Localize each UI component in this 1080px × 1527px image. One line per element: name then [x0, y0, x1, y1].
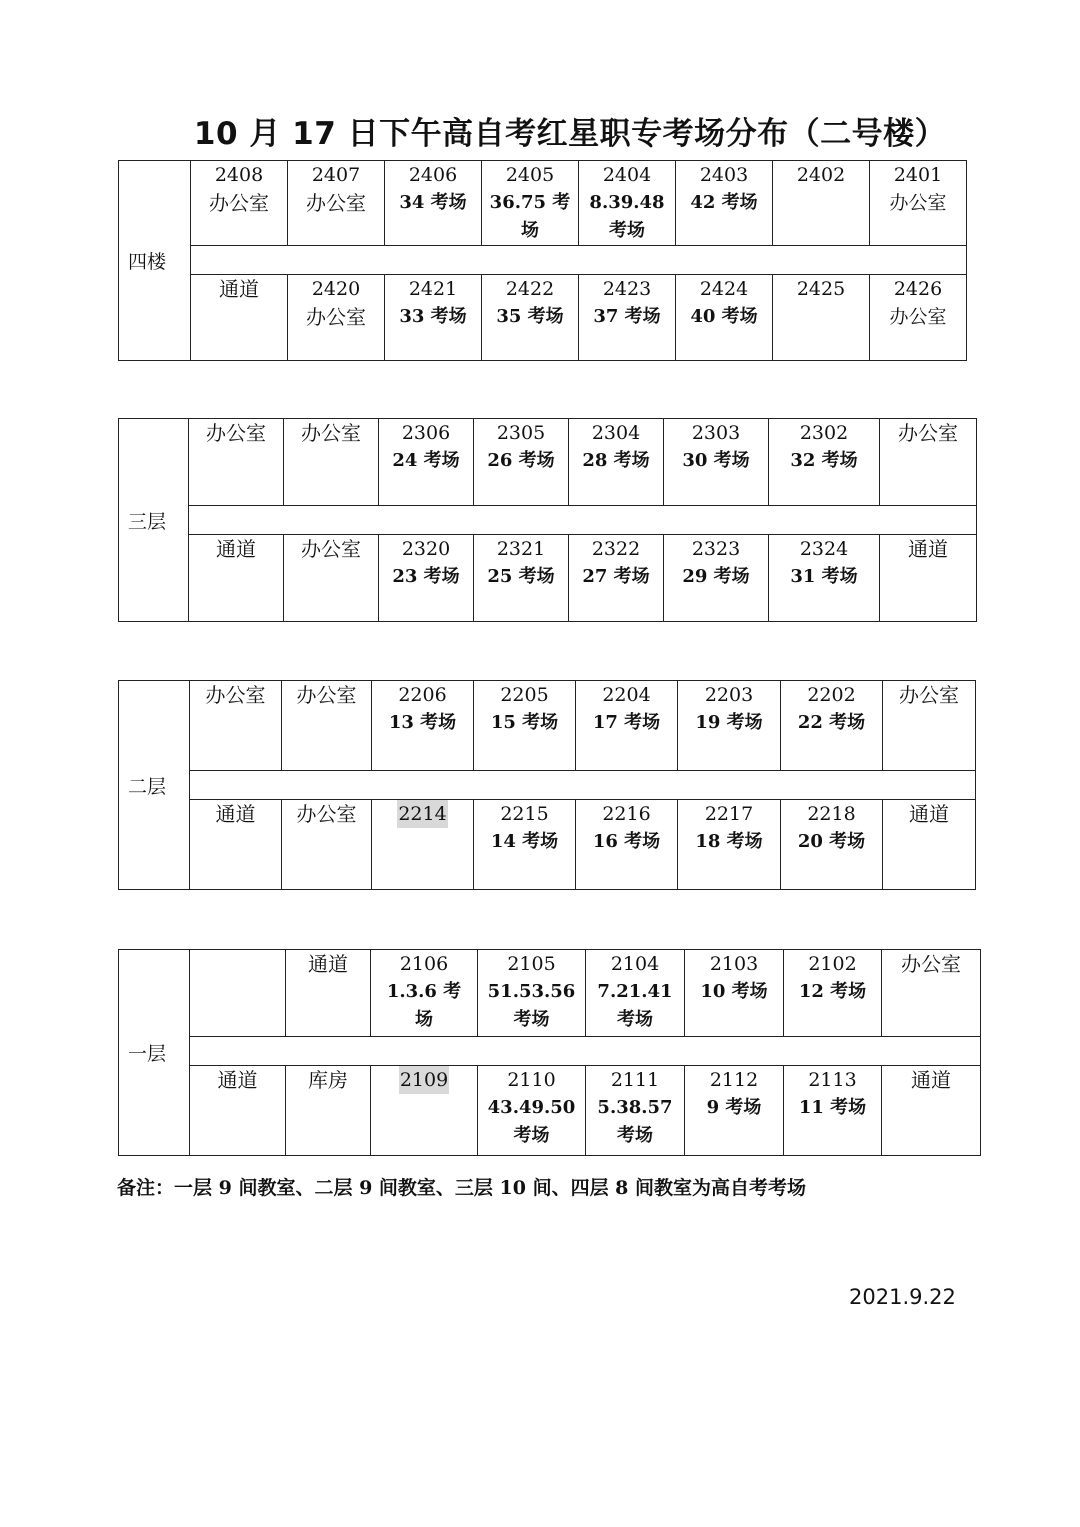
floor-label: 一层 — [119, 950, 190, 1156]
floor-3-table — [118, 418, 977, 622]
room-cell — [664, 419, 769, 506]
room-cell — [579, 161, 676, 246]
room-cell — [781, 681, 883, 771]
exam-room-label: 25 考场 — [487, 566, 555, 587]
room-number: 2202 — [807, 684, 856, 706]
exam-room-label: 考场 — [609, 220, 645, 241]
room-number: 2323 — [691, 538, 741, 560]
room-cell — [576, 681, 678, 771]
room-number: 2203 — [704, 684, 754, 706]
exam-room-label: 20 考场 — [797, 831, 866, 852]
corridor — [190, 771, 976, 800]
room-number: 2110 — [507, 1069, 556, 1091]
room-number: 2104 — [610, 953, 660, 975]
room-cell — [474, 535, 569, 622]
floor-label: 四楼 — [119, 161, 191, 361]
exam-room-label: 5.38.57 — [597, 1097, 673, 1118]
exam-room-label: 32 考场 — [790, 450, 858, 471]
exam-room-label: 考场 — [617, 1125, 653, 1146]
exam-room-label: 36.75 考 — [489, 192, 571, 213]
exam-room-label: 11 考场 — [798, 1097, 867, 1118]
room-cell — [190, 681, 282, 771]
room-label: 通道 — [219, 277, 259, 301]
room-number: 2206 — [398, 684, 447, 706]
room-number: 2111 — [610, 1069, 660, 1091]
room-cell — [474, 800, 576, 890]
room-cell — [678, 681, 781, 771]
room-cell — [781, 800, 883, 890]
room-cell — [773, 161, 870, 246]
room-number: 2423 — [602, 278, 652, 300]
room-number: 2205 — [500, 684, 549, 706]
exam-room-label: 15 考场 — [490, 712, 559, 733]
room-cell — [478, 1066, 586, 1156]
room-cell — [372, 681, 474, 771]
room-cell — [882, 950, 981, 1037]
room-number: 2106 — [399, 953, 449, 975]
room-cell — [372, 800, 474, 890]
room-number: 2306 — [401, 422, 451, 444]
room-cell — [769, 419, 880, 506]
exam-room-label: 42 考场 — [690, 192, 758, 213]
room-number: 2109 — [399, 1066, 449, 1094]
room-label: 办公室 — [296, 802, 357, 826]
room-label: 通道 — [308, 952, 348, 976]
exam-room-label: 19 考场 — [695, 712, 763, 733]
room-number: 2214 — [397, 800, 447, 828]
exam-room-label: 24 考场 — [392, 450, 460, 471]
exam-room-label: 26 考场 — [487, 450, 555, 471]
exam-room-label: 7.21.41 — [597, 981, 673, 1002]
room-number: 2406 — [408, 164, 458, 186]
room-label: 办公室 — [306, 191, 366, 215]
room-number: 2408 — [214, 164, 264, 186]
room-cell — [474, 419, 569, 506]
room-number: 2217 — [704, 803, 754, 825]
room-number: 2218 — [807, 803, 856, 825]
room-cell — [371, 950, 478, 1037]
room-label: 办公室 — [206, 421, 266, 445]
room-cell — [282, 800, 372, 890]
exam-room-label: 30 考场 — [682, 450, 750, 471]
room-number: 2324 — [799, 538, 849, 560]
room-cell — [482, 161, 579, 246]
room-cell — [676, 275, 773, 361]
room-cell — [190, 950, 286, 1037]
room-number: 2204 — [602, 684, 651, 706]
room-number: 2421 — [408, 278, 458, 300]
room-cell — [191, 161, 288, 246]
room-cell — [678, 800, 781, 890]
room-label: 办公室 — [901, 952, 961, 976]
room-cell — [883, 681, 976, 771]
room-cell — [190, 1066, 286, 1156]
room-number: 2216 — [602, 803, 651, 825]
exam-room-label: 29 考场 — [682, 566, 750, 587]
room-cell — [685, 1066, 784, 1156]
room-label: 通道 — [911, 1068, 951, 1092]
room-number: 2303 — [691, 422, 741, 444]
room-cell — [288, 161, 385, 246]
room-cell — [882, 1066, 981, 1156]
room-label: 通道 — [909, 802, 949, 826]
room-cell — [586, 950, 685, 1037]
room-cell — [474, 681, 576, 771]
room-cell — [880, 535, 977, 622]
exam-room-label: 17 考场 — [592, 712, 661, 733]
room-label: 办公室 — [301, 421, 361, 445]
floor-2-table — [118, 680, 976, 890]
exam-room-label: 27 考场 — [582, 566, 650, 587]
room-cell — [284, 535, 379, 622]
room-cell — [286, 950, 371, 1037]
room-label: 通道 — [217, 1068, 258, 1092]
exam-room-label: 35 考场 — [496, 306, 564, 327]
exam-room-label: 43.49.50 — [487, 1097, 576, 1118]
room-cell — [676, 161, 773, 246]
exam-room-label: 23 考场 — [392, 566, 460, 587]
room-number: 2103 — [709, 953, 759, 975]
room-cell — [769, 535, 880, 622]
room-cell — [286, 1066, 371, 1156]
room-cell — [664, 535, 769, 622]
room-cell — [576, 800, 678, 890]
room-number: 2321 — [496, 538, 546, 560]
room-label: 办公室 — [301, 537, 361, 561]
room-label: 办公室 — [306, 305, 366, 329]
room-cell — [385, 275, 482, 361]
footnote: 备注：一层 9 间教室、二层 9 间教室、三层 10 间、四层 8 间教室为高自考考场 — [117, 1177, 807, 1199]
room-number: 2215 — [500, 803, 549, 825]
document-date: 2021.9.22 — [849, 1285, 956, 1309]
floor-4-table — [118, 160, 967, 361]
page-title: 10 月 17 日下午高自考红星职专考场分布（二号楼） — [193, 116, 947, 152]
corridor — [189, 506, 977, 535]
room-number: 2404 — [602, 164, 652, 186]
room-cell — [880, 419, 977, 506]
exam-room-label: 1.3.6 考 — [386, 981, 462, 1002]
exam-room-label: 场 — [415, 1009, 433, 1030]
room-cell — [784, 950, 882, 1037]
room-number: 2112 — [709, 1069, 759, 1091]
room-cell — [191, 275, 288, 361]
room-cell — [586, 1066, 685, 1156]
exam-room-label: 31 考场 — [790, 566, 858, 587]
room-number: 2102 — [808, 953, 857, 975]
exam-room-label: 40 考场 — [690, 306, 758, 327]
room-cell — [190, 800, 282, 890]
room-number: 2302 — [799, 422, 849, 444]
corridor — [191, 246, 967, 275]
room-number: 2425 — [796, 278, 846, 300]
floor-label: 二层 — [119, 681, 190, 890]
room-label: 办公室 — [889, 192, 947, 214]
room-number: 2426 — [893, 278, 943, 300]
room-number: 2113 — [808, 1069, 857, 1091]
room-number: 2424 — [699, 278, 749, 300]
room-number: 2105 — [507, 953, 556, 975]
exam-room-label: 16 考场 — [592, 831, 661, 852]
exam-room-label: 考场 — [617, 1009, 653, 1030]
room-cell — [385, 161, 482, 246]
exam-room-label: 13 考场 — [388, 712, 457, 733]
room-label: 库房 — [308, 1068, 348, 1092]
exam-room-label: 18 考场 — [695, 831, 763, 852]
room-number: 2401 — [893, 164, 943, 186]
exam-room-label: 8.39.48 — [589, 192, 665, 213]
room-number: 2420 — [311, 278, 361, 300]
exam-room-label: 14 考场 — [490, 831, 559, 852]
room-label: 办公室 — [205, 683, 266, 707]
room-number: 2320 — [401, 538, 451, 560]
room-number: 2305 — [496, 422, 546, 444]
room-label: 办公室 — [898, 421, 958, 445]
room-label: 办公室 — [209, 191, 269, 215]
exam-room-label: 考场 — [513, 1009, 550, 1030]
room-number: 2304 — [591, 422, 641, 444]
room-cell — [379, 535, 474, 622]
room-cell — [883, 800, 976, 890]
exam-room-label: 场 — [521, 220, 539, 241]
exam-room-label: 34 考场 — [399, 192, 467, 213]
room-cell — [569, 419, 664, 506]
exam-room-label: 33 考场 — [399, 306, 467, 327]
room-number: 2403 — [699, 164, 749, 186]
exam-room-label: 22 考场 — [797, 712, 866, 733]
room-cell — [569, 535, 664, 622]
room-label: 通道 — [216, 537, 256, 561]
room-cell — [870, 275, 967, 361]
exam-room-label: 10 考场 — [700, 981, 768, 1002]
exam-room-label: 考场 — [513, 1125, 550, 1146]
room-label: 办公室 — [889, 306, 947, 328]
exam-room-label: 9 考场 — [706, 1097, 762, 1118]
room-cell — [284, 419, 379, 506]
room-cell — [773, 275, 870, 361]
room-cell — [379, 419, 474, 506]
room-cell — [189, 419, 284, 506]
room-cell — [371, 1066, 478, 1156]
exam-room-label: 37 考场 — [593, 306, 661, 327]
room-cell — [189, 535, 284, 622]
room-cell — [870, 161, 967, 246]
room-number: 2405 — [505, 164, 555, 186]
room-number: 2422 — [505, 278, 555, 300]
room-cell — [482, 275, 579, 361]
room-cell — [784, 1066, 882, 1156]
room-number: 2322 — [591, 538, 641, 560]
corridor — [190, 1037, 981, 1066]
room-label: 通道 — [908, 537, 948, 561]
room-cell — [685, 950, 784, 1037]
room-number: 2407 — [311, 164, 361, 186]
room-cell — [282, 681, 372, 771]
floor-label: 三层 — [119, 419, 189, 622]
room-number: 2402 — [796, 164, 846, 186]
exam-room-label: 51.53.56 — [487, 981, 576, 1002]
floor-1-table — [118, 949, 981, 1156]
room-cell — [478, 950, 586, 1037]
room-label: 办公室 — [296, 683, 357, 707]
room-cell — [579, 275, 676, 361]
room-label: 办公室 — [899, 683, 959, 707]
room-cell — [288, 275, 385, 361]
exam-room-label: 12 考场 — [798, 981, 867, 1002]
room-label: 通道 — [215, 802, 256, 826]
exam-room-label: 28 考场 — [582, 450, 650, 471]
